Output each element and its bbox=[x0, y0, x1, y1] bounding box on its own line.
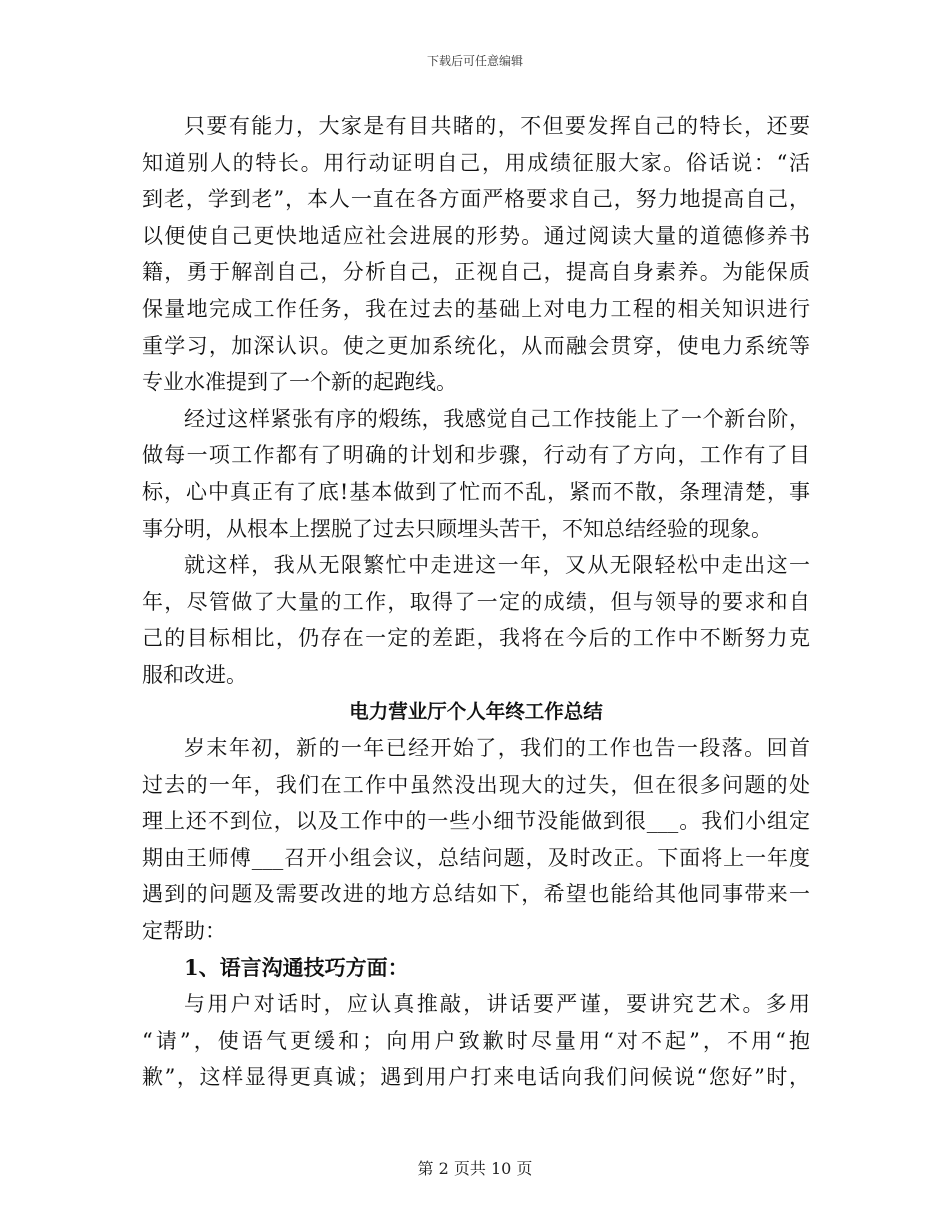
paragraph-line: 只要有能力，大家是有目共睹的，不但要发挥自己的特长，还要 bbox=[184, 114, 810, 138]
paragraph-line: 做每一项工作都有了明确的计划和步骤，行动有了方向，工作有了目 bbox=[142, 443, 810, 468]
paragraph-line: 保量地完成工作任务，我在过去的基础上对电力工程的相关知识进行 bbox=[142, 296, 810, 321]
paragraph-line: 过去的一年，我们在工作中虽然没出现大的过失，但在很多问题的处 bbox=[142, 772, 810, 797]
paragraph-line: 标，心中真正有了底!基本做到了忙而不乱，紧而不散，条理清楚，事 bbox=[142, 479, 810, 504]
subsection-heading: 1、语言沟通技巧方面： bbox=[184, 954, 409, 980]
section-title: 电力营业厅个人年终工作总结 bbox=[349, 699, 603, 723]
page-footer: 第 2 页共 10 页 bbox=[417, 1159, 533, 1178]
paragraph-line: 理上还不到位，以及工作中的一些小细节没能做到很___。我们小组定 bbox=[142, 809, 810, 834]
paragraph-line: 期由王师傅___召开小组会议，总结问题，及时改正。下面将上一年度 bbox=[142, 845, 810, 870]
paragraph-line: 己的目标相比，仍存在一定的差距，我将在今后的工作中不断努力克 bbox=[142, 626, 810, 651]
paragraph-line: 歉”，这样显得更真诚；遇到用户打来电话向我们问候说“您好”时， bbox=[142, 1065, 810, 1090]
paragraph-line: 经过这样紧张有序的煅练，我感觉自己工作技能上了一个新台阶， bbox=[184, 406, 810, 431]
paragraph-line: “请”，使语气更缓和；向用户致歉时尽量用“对不起”，不用“抱 bbox=[142, 1028, 810, 1053]
page-header: 下载后可任意编辑 bbox=[426, 54, 523, 68]
paragraph-line: 就这样，我从无限繁忙中走进这一年，又从无限轻松中走出这一 bbox=[184, 553, 810, 578]
paragraph-line: 年，尽管做了大量的工作，取得了一定的成绩，但与领导的要求和自 bbox=[142, 589, 810, 614]
paragraph-line: 到老，学到老”，本人一直在各方面严格要求自己，努力地提高自己， bbox=[142, 187, 810, 212]
paragraph-line: 知道别人的特长。用行动证明自己，用成绩征服大家。俗话说：“活 bbox=[142, 150, 810, 175]
paragraph-line: 专业水准提到了一个新的起跑线。 bbox=[142, 370, 457, 395]
paragraph-line: 服和改进。 bbox=[142, 662, 247, 687]
document-body bbox=[142, 108, 810, 1096]
paragraph-line: 定帮助： bbox=[142, 919, 226, 944]
paragraph-line: 重学习，加深认识。使之更加系统化，从而融会贯穿，使电力系统等 bbox=[142, 333, 810, 358]
paragraph-line: 岁末年初，新的一年已经开始了，我们的工作也告一段落。回首 bbox=[184, 736, 810, 761]
paragraph-line: 籍，勇于解剖自己，分析自己，正视自己，提高自身素养。为能保质 bbox=[142, 260, 810, 285]
paragraph-line: 以便使自己更快地适应社会进展的形势。通过阅读大量的道德修养书 bbox=[142, 223, 810, 248]
paragraph-line: 与用户对话时，应认真推敲，讲话要严谨，要讲究艺术。多用 bbox=[184, 992, 810, 1017]
paragraph-line: 遇到的问题及需要改进的地方总结如下，希望也能给其他同事带来一 bbox=[142, 882, 810, 907]
paragraph-line: 事分明，从根本上摆脱了过去只顾埋头苦干，不知总结经验的现象。 bbox=[142, 516, 772, 541]
